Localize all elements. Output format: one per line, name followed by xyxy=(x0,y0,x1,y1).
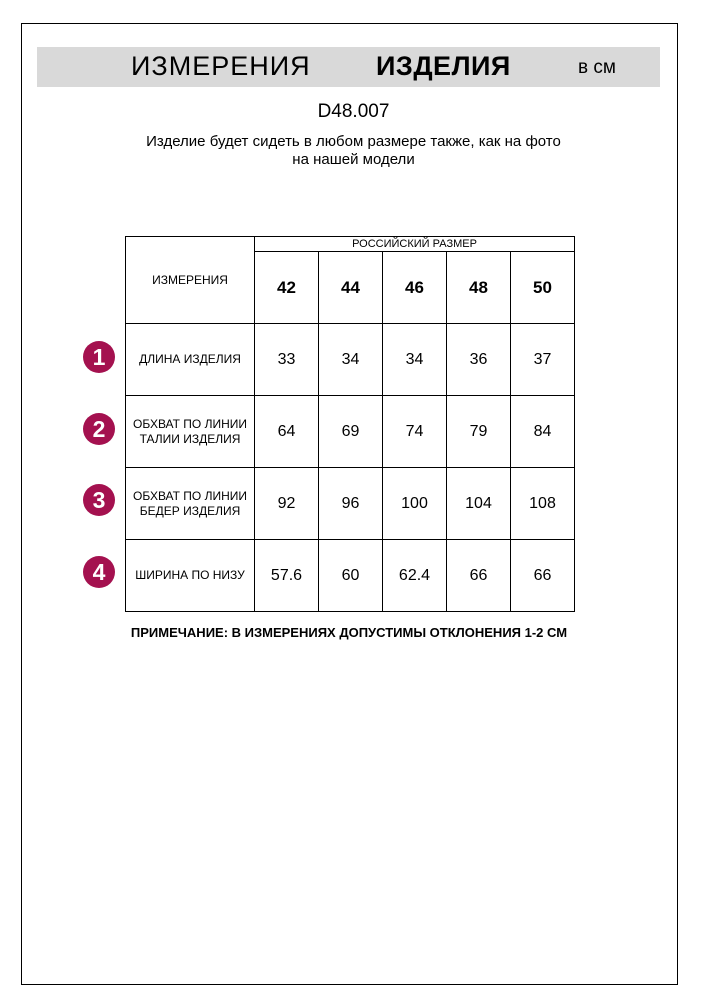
size-group-header: РОССИЙСКИЙ РАЗМЕР xyxy=(255,237,575,252)
value-cell: 34 xyxy=(383,324,447,396)
number-badge-3: 3 xyxy=(83,484,115,516)
value-cell: 100 xyxy=(383,468,447,540)
table-row xyxy=(126,324,575,396)
size-table xyxy=(125,236,575,612)
fit-description: Изделие будет сидеть в любом размере также, как на фото на нашей модели xyxy=(146,133,561,168)
table-row xyxy=(126,468,575,540)
table-row xyxy=(126,540,575,612)
value-cell: 62.4 xyxy=(383,540,447,612)
number-badge-1: 1 xyxy=(83,341,115,373)
value-cell: 108 xyxy=(511,468,575,540)
header-unit: в см xyxy=(578,57,616,78)
value-cell: 57.6 xyxy=(255,540,319,612)
value-cell: 37 xyxy=(511,324,575,396)
product-code: D48.007 xyxy=(317,101,390,122)
value-cell: 64 xyxy=(255,396,319,468)
value-cell: 79 xyxy=(447,396,511,468)
measurement-label: ОБХВАТ ПО ЛИНИИ ТАЛИИ ИЗДЕЛИЯ xyxy=(126,396,255,468)
size-header-cell: 42 xyxy=(255,252,319,324)
value-cell: 104 xyxy=(447,468,511,540)
number-badge-4: 4 xyxy=(83,556,115,588)
header-title-word-2: ИЗДЕЛИЯ xyxy=(376,51,511,81)
tolerance-note: ПРИМЕЧАНИЕ: В ИЗМЕРЕНИЯХ ДОПУСТИМЫ ОТКЛОНЕНИЯ 1-2 СМ xyxy=(130,625,568,640)
value-cell: 36 xyxy=(447,324,511,396)
number-badge-2: 2 xyxy=(83,413,115,445)
measurement-column-header: ИЗМЕРЕНИЯ xyxy=(126,237,255,324)
size-header-cell: 48 xyxy=(447,252,511,324)
size-header-cell: 50 xyxy=(511,252,575,324)
value-cell: 92 xyxy=(255,468,319,540)
value-cell: 74 xyxy=(383,396,447,468)
table-row xyxy=(126,396,575,468)
value-cell: 69 xyxy=(319,396,383,468)
size-header-cell: 44 xyxy=(319,252,383,324)
table-header-row xyxy=(126,237,575,252)
value-cell: 96 xyxy=(319,468,383,540)
value-cell: 60 xyxy=(319,540,383,612)
value-cell: 34 xyxy=(319,324,383,396)
measurement-label: ОБХВАТ ПО ЛИНИИ БЕДЕР ИЗДЕЛИЯ xyxy=(126,468,255,540)
size-header-cell: 46 xyxy=(383,252,447,324)
value-cell: 84 xyxy=(511,396,575,468)
measurement-label: ШИРИНА ПО НИЗУ xyxy=(126,540,255,612)
value-cell: 66 xyxy=(447,540,511,612)
value-cell: 66 xyxy=(511,540,575,612)
header-title-word-1: ИЗМЕРЕНИЯ xyxy=(131,51,311,81)
measurement-label: ДЛИНА ИЗДЕЛИЯ xyxy=(126,324,255,396)
value-cell: 33 xyxy=(255,324,319,396)
